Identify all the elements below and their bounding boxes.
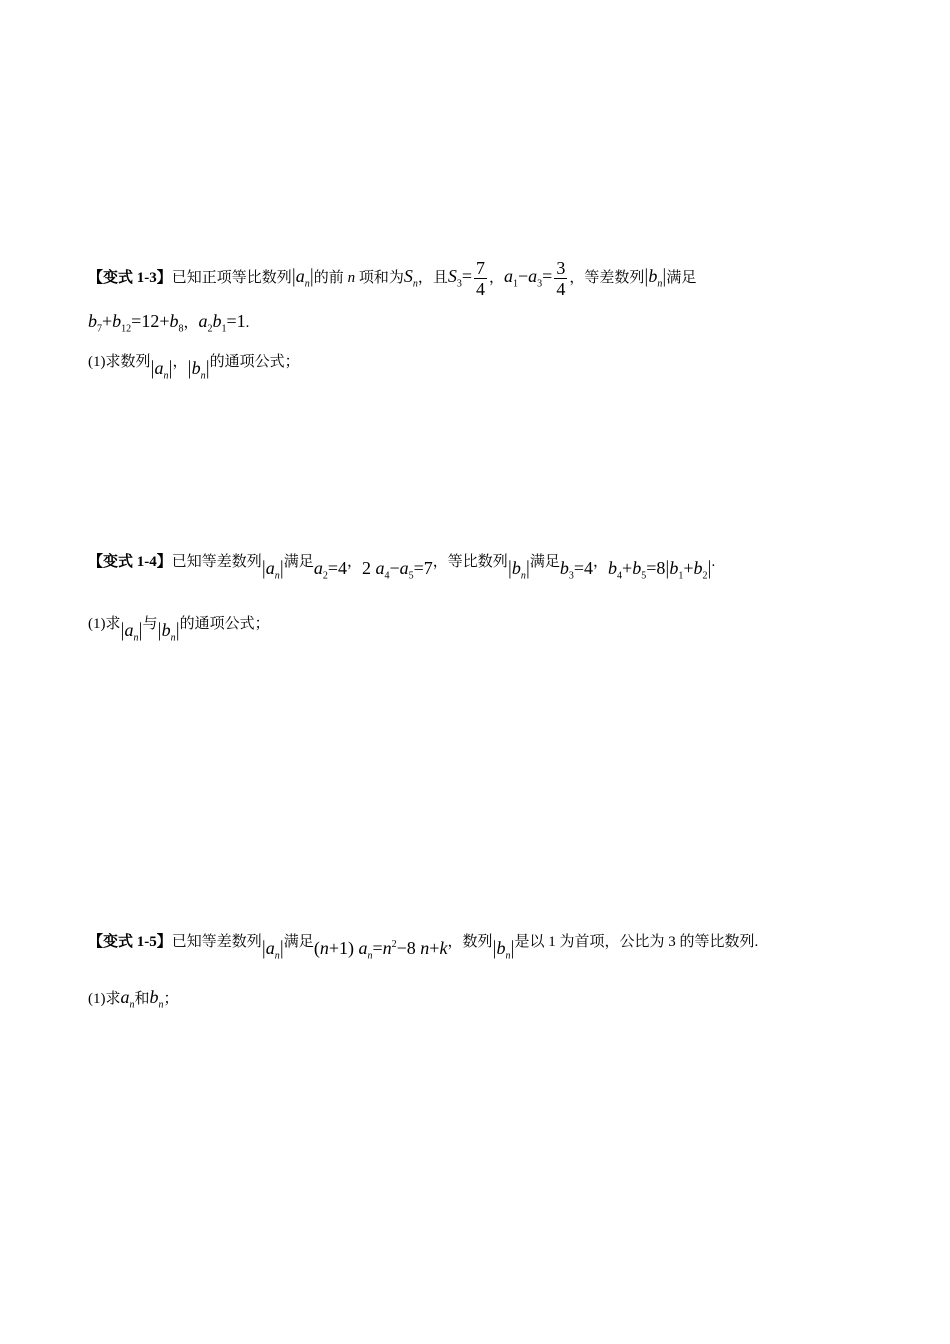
text: 和: [134, 991, 150, 1007]
text: ，: [172, 354, 188, 370]
text: 满足: [283, 554, 314, 570]
text: ，且: [417, 269, 448, 286]
text: 已知等差数列: [171, 934, 262, 950]
problem-tag: 【变式 1-3】: [88, 269, 172, 286]
text: ，: [489, 269, 505, 286]
problem-1-3-line2: $b_7+b_{12}=12+b_8$，$a_2b_1=1$.: [88, 311, 250, 335]
text: 项和为: [358, 269, 404, 286]
problem-1-5-q1: (1)求$a_n$和$b_n$；: [88, 987, 179, 1011]
text: 满足: [283, 934, 314, 950]
problem-1-3-line1: 【变式 1-3】已知正项等比数列$|a_n|$的前 n 项和为$S_n$，且$S_3=$ $\frac{7}{4}$ ，$a_1-a_3=$ $\frac{3}{4}$ ，等差数列$|b_n|$满足: [88, 258, 697, 299]
text: 满足: [529, 554, 560, 570]
problem-1-3-q1: (1)求数列$|a_n|$，$|b_n|$的通项公式；: [88, 354, 300, 382]
text: 是以 1 为首项，公比为 3 的等比数列.: [514, 934, 759, 950]
text: .: [711, 554, 716, 570]
text: 的前: [313, 269, 344, 286]
math-var: a: [295, 265, 305, 286]
fraction-3-4: $\frac{3}{4}$: [556, 258, 566, 299]
question-suffix: ；: [163, 991, 179, 1007]
text: 满足: [666, 269, 697, 286]
text: ，等比数列: [432, 554, 508, 570]
text: ，: [183, 315, 199, 331]
text: ，: [346, 554, 362, 570]
question-suffix: 的通项公式；: [209, 354, 300, 370]
text: ，等差数列: [569, 269, 645, 286]
problem-tag: 【变式 1-4】: [88, 554, 172, 570]
question-prefix: (1)求: [88, 991, 121, 1007]
problem-1-4-q1: (1)求$|a_n|$与$|b_n|$的通项公式；: [88, 616, 270, 644]
math-var: n: [347, 269, 356, 286]
math-var: S: [403, 265, 413, 286]
text: ，: [593, 554, 609, 570]
text: ，数列: [447, 934, 493, 950]
question-prefix: (1)求数列: [88, 354, 151, 370]
question-prefix: (1)求: [88, 616, 121, 632]
problem-1-5-line1: 【变式 1-5】已知等差数列$|a_n|$满足(n+1) $a_n=n^2-8$ n+k，数列$|b_n|$是以 1 为首项，公比为 3 的等比数列.: [88, 934, 759, 962]
problem-1-4-line1: 【变式 1-4】已知等差数列$|a_n|$满足$a_2=4$，2 $a_4-a_5=7$，等比数列$|b_n|$满足$b_3=4$，$b_4+b_5=8|b_1+b_2|$.: [88, 554, 716, 582]
fraction-7-4: $\frac{7}{4}$: [476, 258, 485, 299]
problem-tag: 【变式 1-5】: [88, 934, 172, 950]
question-suffix: 的通项公式；: [179, 616, 270, 632]
text: 与: [142, 616, 158, 632]
text: .: [245, 315, 250, 331]
text: 已知正项等比数列: [171, 269, 292, 286]
text: 已知等差数列: [171, 554, 262, 570]
